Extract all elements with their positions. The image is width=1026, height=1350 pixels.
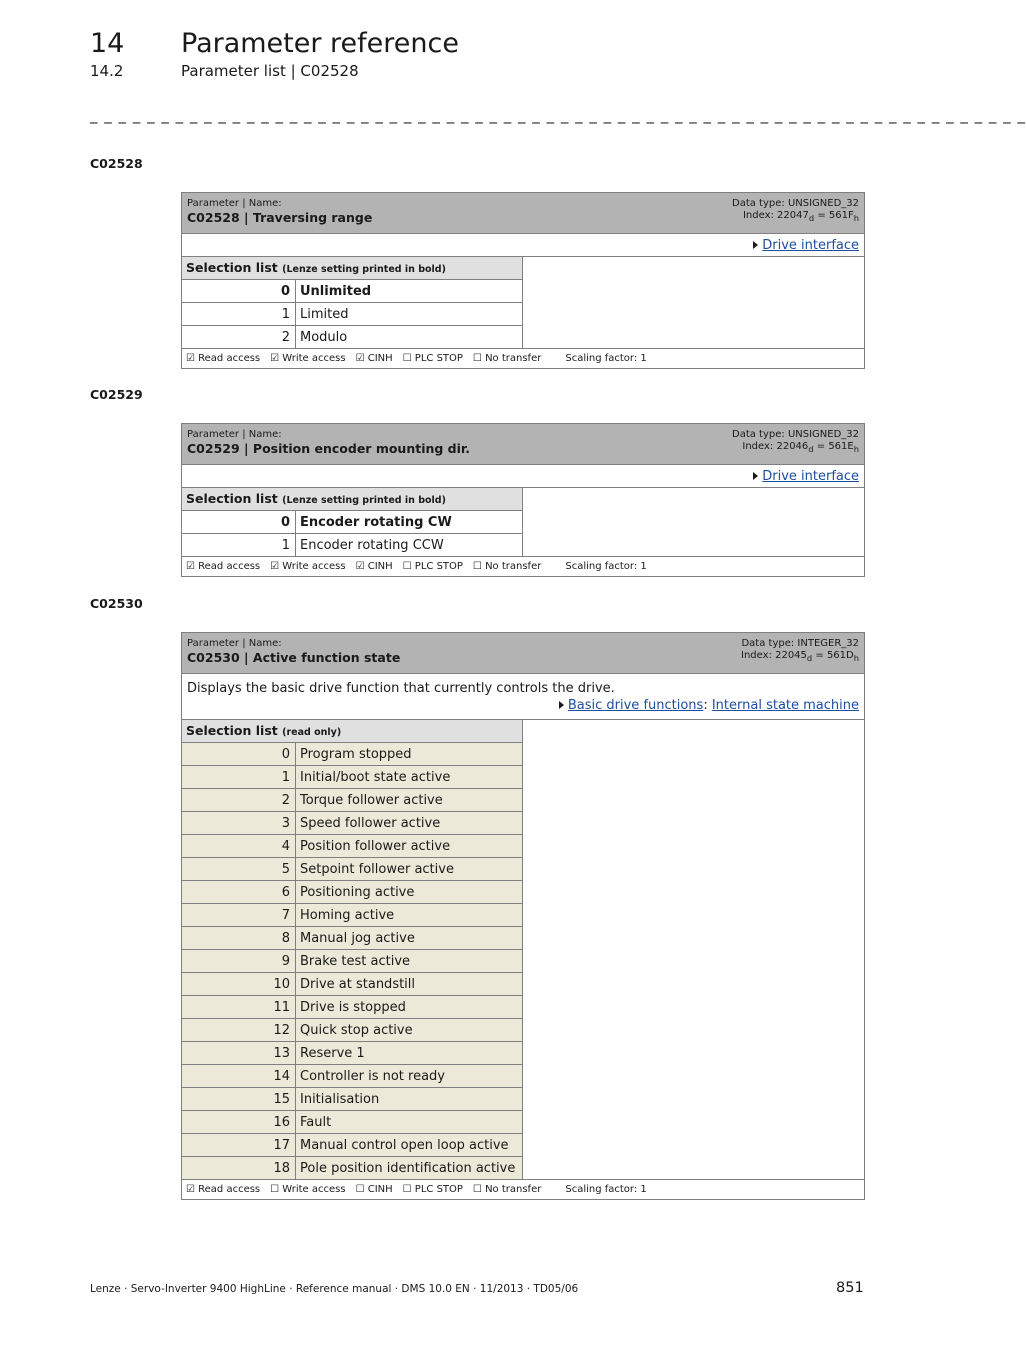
list-item: 12 Quick stop active [182, 1019, 865, 1042]
scaling-factor: Scaling factor: 1 [565, 561, 647, 572]
param-header [182, 193, 865, 234]
param-table-c02529 [181, 423, 865, 577]
section-label-c02528: C02528 [90, 156, 143, 171]
link-drive-interface[interactable]: Drive interface [762, 237, 860, 253]
list-item: 11 Drive is stopped [182, 996, 865, 1019]
list-item: 7 Homing active [182, 904, 865, 927]
list-item: 9 Brake test active [182, 950, 865, 973]
list-item: 2 Torque follower active [182, 789, 865, 812]
section-label-c02530: C02530 [90, 596, 143, 611]
description-row [182, 674, 865, 720]
blank-area [523, 257, 865, 349]
list-item: 1 Limited [182, 303, 865, 326]
list-item: 8 Manual jog active [182, 927, 865, 950]
data-type: Data type: UNSIGNED_32 [732, 429, 860, 440]
scaling-factor: Scaling factor: 1 [565, 1184, 647, 1195]
section-number: 14.2 [90, 62, 124, 80]
chapter-number: 14 [90, 28, 125, 59]
param-flags: ☑ Read access ☑ Write access ☑ CINH ☐ PLC STOP ☐ No transfer Scaling factor: 1 [182, 349, 865, 369]
header-separator: _ _ _ _ _ _ _ _ _ _ _ _ _ _ _ _ _ _ _ _ _ _ _ _ _ _ _ _ _ _ _ _ _ _ _ _ _ _ _ _ _ _ _ _ _ _ _ _ _ _ _ _ _ _ _ _ _ _ _ _ _ _ _ _ _ _ [90, 106, 1026, 124]
link-drive-interface[interactable]: Drive interface [762, 468, 860, 484]
list-item: 4 Position follower active [182, 835, 865, 858]
param-flags: ☑ Read access ☑ Write access ☑ CINH ☐ PLC STOP ☐ No transfer Scaling factor: 1 [182, 557, 865, 577]
param-name: C02530 | Active function state [187, 650, 401, 665]
param-table-c02528 [181, 192, 865, 369]
param-header [182, 424, 865, 465]
section-label-c02529: C02529 [90, 387, 143, 402]
list-item: 1 Encoder rotating CCW [182, 534, 865, 557]
list-item: 6 Positioning active [182, 881, 865, 904]
link-basic-drive-functions[interactable]: Basic drive functions [567, 698, 704, 713]
selection-list-header: Selection list (read only) [182, 720, 523, 743]
list-item: 0 Program stopped [182, 743, 865, 766]
data-type: Data type: INTEGER_32 [741, 638, 860, 649]
chapter-title: Parameter reference [181, 28, 459, 59]
scaling-factor: Scaling factor: 1 [565, 353, 647, 364]
data-type: Data type: UNSIGNED_32 [732, 198, 860, 209]
list-item: 1 Initial/boot state active [182, 766, 865, 789]
param-name: C02528 | Traversing range [187, 210, 373, 225]
param-name-label: Parameter | Name: [187, 638, 282, 649]
list-item: 10 Drive at standstill [182, 973, 865, 996]
param-index: Index: $22046_d = 561E_h$ [742, 441, 860, 454]
list-item: 14 Controller is not ready [182, 1065, 865, 1088]
param-index: Index: $22045_d = 561D_h$ [741, 650, 860, 663]
selection-list-header: Selection list (Lenze setting printed in bold) [182, 488, 523, 511]
param-description: Displays the basic drive function that currently controls the drive. [187, 681, 615, 696]
param-flags: ☑ Read access ☐ Write access ☐ CINH ☐ PLC STOP ☐ No transfer Scaling factor: 1 [182, 1180, 865, 1200]
arrow-right-icon [753, 472, 758, 480]
selection-list-header: Selection list (Lenze setting printed in bold) [182, 257, 523, 280]
param-header [182, 633, 865, 674]
list-item: 13 Reserve 1 [182, 1042, 865, 1065]
blank-area [523, 488, 865, 557]
param-name-label: Parameter | Name: [187, 429, 282, 440]
blank-area [523, 720, 865, 1180]
page-number: 851 [836, 1280, 864, 1296]
list-item: 15 Initialisation [182, 1088, 865, 1111]
section-title: Parameter list | C02528 [181, 62, 359, 80]
param-index: Index: $22047_d = 561F_h$ [742, 210, 860, 223]
param-name-label: Parameter | Name: [187, 198, 282, 209]
param-name: C02529 | Position encoder mounting dir. [187, 441, 471, 456]
footer-text: Lenze · Servo-Inverter 9400 HighLine · Reference manual · DMS 10.0 EN · 11/2013 · TD05/06 [90, 1283, 579, 1295]
link-row [182, 234, 865, 257]
list-item: 5 Setpoint follower active [182, 858, 865, 881]
list-item: 18 Pole position identification active [182, 1157, 865, 1180]
link-separator: : [703, 698, 712, 713]
link-internal-state-machine[interactable]: Internal state machine [711, 698, 860, 713]
list-item: 0 Encoder rotating CW [182, 511, 865, 534]
param-table-c02530 [181, 632, 865, 1200]
list-item: 16 Fault [182, 1111, 865, 1134]
list-item: 3 Speed follower active [182, 812, 865, 835]
link-row [182, 465, 865, 488]
list-item: 2 Modulo [182, 326, 865, 349]
list-item: 0 Unlimited [182, 280, 865, 303]
arrow-right-icon [559, 701, 564, 709]
arrow-right-icon [753, 241, 758, 249]
list-item: 17 Manual control open loop active [182, 1134, 865, 1157]
